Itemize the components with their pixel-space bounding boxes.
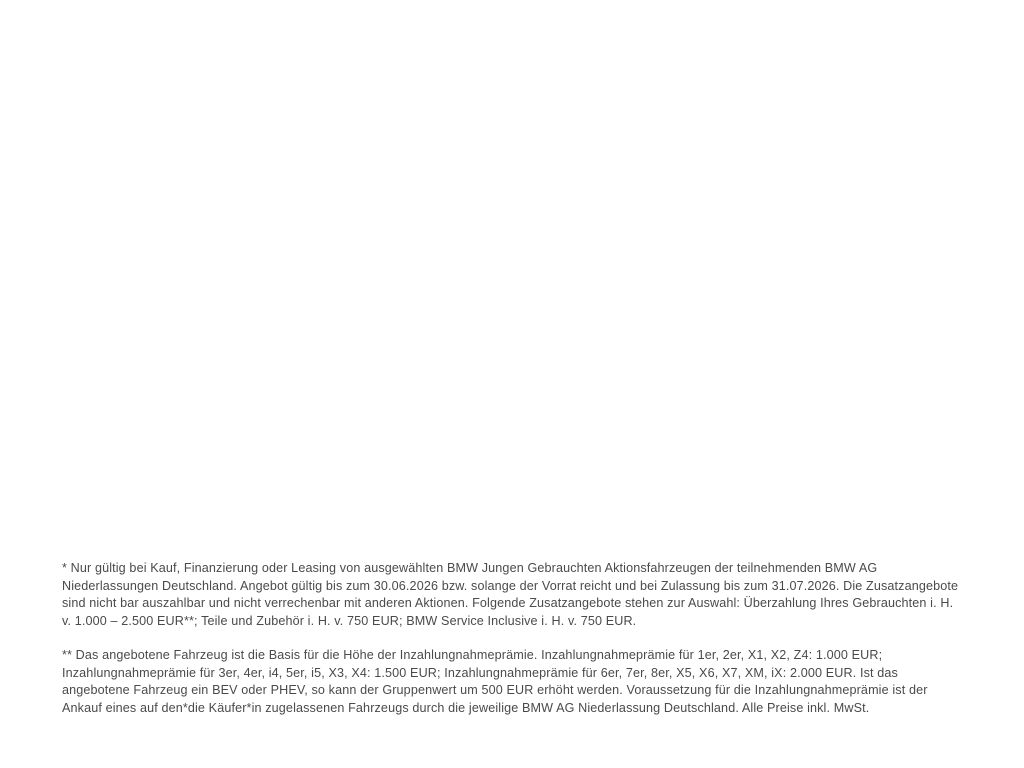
footnote-single-asterisk: * Nur gültig bei Kauf, Finanzierung oder Leasing von ausgewählten BMW Jungen Gebrauchten Aktionsfahrzeugen der teilnehmenden BMW AG Niederlassungen Deutschland. Angebot gültig bis zum 30.06.2026 bzw. solange der Vorrat reicht und bei Zulassung bis zum 31.07.2026. Die Zusatzangebote sind nicht bar auszahlbar und nicht verrechenbar mit anderen Aktionen. Folgende Zusatzangebote stehen zur Auswahl: Überzahlung Ihres Gebrauchten i. H. v. 1.000 – 2.500 EUR**; Teile und Zubehör i. H. v. 750 EUR; BMW Service Inclusive i. H. v. 750 EUR.: [62, 561, 959, 628]
footnotes-block: [62, 560, 962, 717]
footnote-double-asterisk: ** Das angebotene Fahrzeug ist die Basis für die Höhe der Inzahlungnahmeprämie. Inzahlungnahmeprämie für 1er, 2er, X1, X2, Z4: 1.000 EUR; Inzahlungnahmeprämie für 3er, 4er, i4, 5er, i5, X3, X4: 1.500 EUR; Inzahlungnahmeprämie für 6er, 7er, 8er, X5, X6, X7, XM, iX: 2.000 EUR. Ist das angebotene Fahrzeug ein BEV oder PHEV, so kann der Gruppenwert um 500 EUR erhöht werden. Voraussetzung für die Inzahlungnahmeprämie ist der Ankauf eines auf den*die Käufer*in zugelassenen Fahrzeugs durch die jeweilige BMW AG Niederlassung Deutschland. Alle Preise inkl. MwSt.: [62, 648, 928, 715]
